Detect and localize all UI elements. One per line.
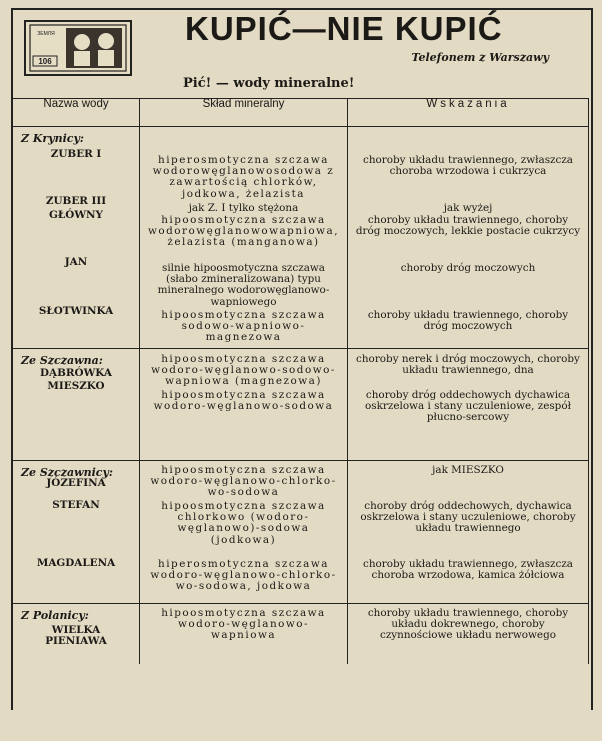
logo-text: ЗЕМЛЯ — [37, 31, 55, 37]
water-composition: silnie hipoosmotyczna szczawa (słabo zmineralizowana) typu mineralnego wodorowęglanowo-wapniowego — [157, 262, 330, 308]
water-name: WIELKA PIENIAWA — [45, 624, 107, 648]
water-name: ZUBER I — [50, 148, 102, 161]
water-composition: hipoosmotyczna szczawa wodoro-węglanowo-chlorko-wo-sodowa — [150, 464, 337, 499]
water-indications: choroby dróg moczowych — [400, 262, 536, 274]
water-composition: jak Z. I tylko stężona — [188, 202, 299, 214]
group-location: Z Krynicy: — [21, 132, 84, 145]
table-header-row — [13, 99, 589, 127]
water-indications: choroby dróg oddechowych, dychawica oskrzelowa i stany uczuleniowe, choroby układu trawiennego — [360, 500, 576, 535]
water-name: JÓZEFINA — [46, 477, 106, 490]
water-indications: choroby nerek i dróg moczowych, choroby układu trawiennego, dna — [356, 353, 580, 377]
logo-number: 106 — [38, 57, 52, 66]
water-indications: choroby układu trawiennego, choroby układu dokrewnego, choroby czynnościowe układu nerwowego — [367, 607, 569, 642]
water-composition: hiperosmotyczna szczawa wodorowęglanowosodowa z zawartością chlorków, jodkowa, żelazista — [152, 154, 335, 200]
water-name: DĄBRÓWKA — [40, 367, 112, 380]
water-composition: hipoosmotyczna szczawa chlorkowo (wodoro-węglanowo)-sodowa (jodkowa) — [161, 500, 326, 546]
table-group-szczawno — [13, 349, 589, 461]
article-subtitle: Pić! — wody mineralne! — [183, 76, 355, 91]
water-indications: choroby dróg oddechowych dychawica oskrzelowa i stany uczuleniowe, zespół płucno-sercowy — [365, 389, 571, 424]
water-composition: hipoosmotyczna szczawa wodoro-węglanowo-sodowa — [153, 389, 334, 413]
water-composition: hipoosmotyczna szczawa sodowo-wapniowo-magnezowa — [161, 309, 326, 344]
column-header-composition: Skład mineralny — [140, 99, 348, 127]
water-indications: choroby układu trawiennego, zwłaszcza choroba wrzodowa, kamica żółciowa — [363, 558, 573, 582]
table-group-szczawnica — [13, 461, 589, 604]
water-name: MAGDALENA — [36, 557, 116, 570]
article-title: KUPIĆ—NIE KUPIĆ — [185, 10, 503, 47]
water-name: ZUBER III — [45, 195, 107, 208]
water-composition: hipoosmotyczna szczawa wodoro-węglanowo-sodowo-wapniowa (magnezowa) — [151, 353, 336, 388]
group-location: Ze Szczawnicy: — [21, 466, 113, 479]
water-indications: choroby układu trawiennego, choroby dróg moczowych, lekkie postacie cukrzycy — [355, 214, 581, 238]
article-byline: Telefonem z Warszawy — [411, 51, 549, 64]
water-name: MIESZKO — [47, 380, 105, 393]
water-indications: jak wyżej — [443, 202, 493, 214]
water-composition: hipoosmotyczna szczawa wodorowęglanowowapniowa, żelazista (manganowa) — [148, 214, 339, 249]
water-indications: choroby układu trawiennego, zwłaszcza choroba wrzodowa i cukrzyca — [363, 154, 573, 178]
column-logo-icon — [24, 20, 132, 76]
water-composition: hipoosmotyczna szczawa wodoro-węglanowo-wapniowa — [161, 607, 326, 642]
column-header-name: Nazwa wody — [13, 99, 140, 127]
water-indications: jak MIESZKO — [432, 464, 504, 476]
water-name: JAN — [64, 256, 88, 269]
water-name: SŁOTWINKA — [38, 305, 114, 318]
group-location: Z Polanicy: — [21, 609, 89, 622]
table-group-krynica — [13, 127, 589, 349]
water-name: STEFAN — [52, 499, 100, 512]
group-location: Ze Szczawna: — [21, 354, 103, 367]
water-composition: hiperosmotyczna szczawa wodoro-węglanowo-chlorko-wo-sodowa, jodkowa — [150, 558, 337, 593]
mineral-water-table — [12, 98, 589, 664]
column-header-indications: Wskazania — [348, 99, 589, 127]
table-group-polanica — [13, 604, 589, 665]
water-name: GŁÓWNY — [49, 209, 103, 222]
water-indications: choroby układu trawiennego, choroby dróg moczowych — [367, 309, 569, 333]
